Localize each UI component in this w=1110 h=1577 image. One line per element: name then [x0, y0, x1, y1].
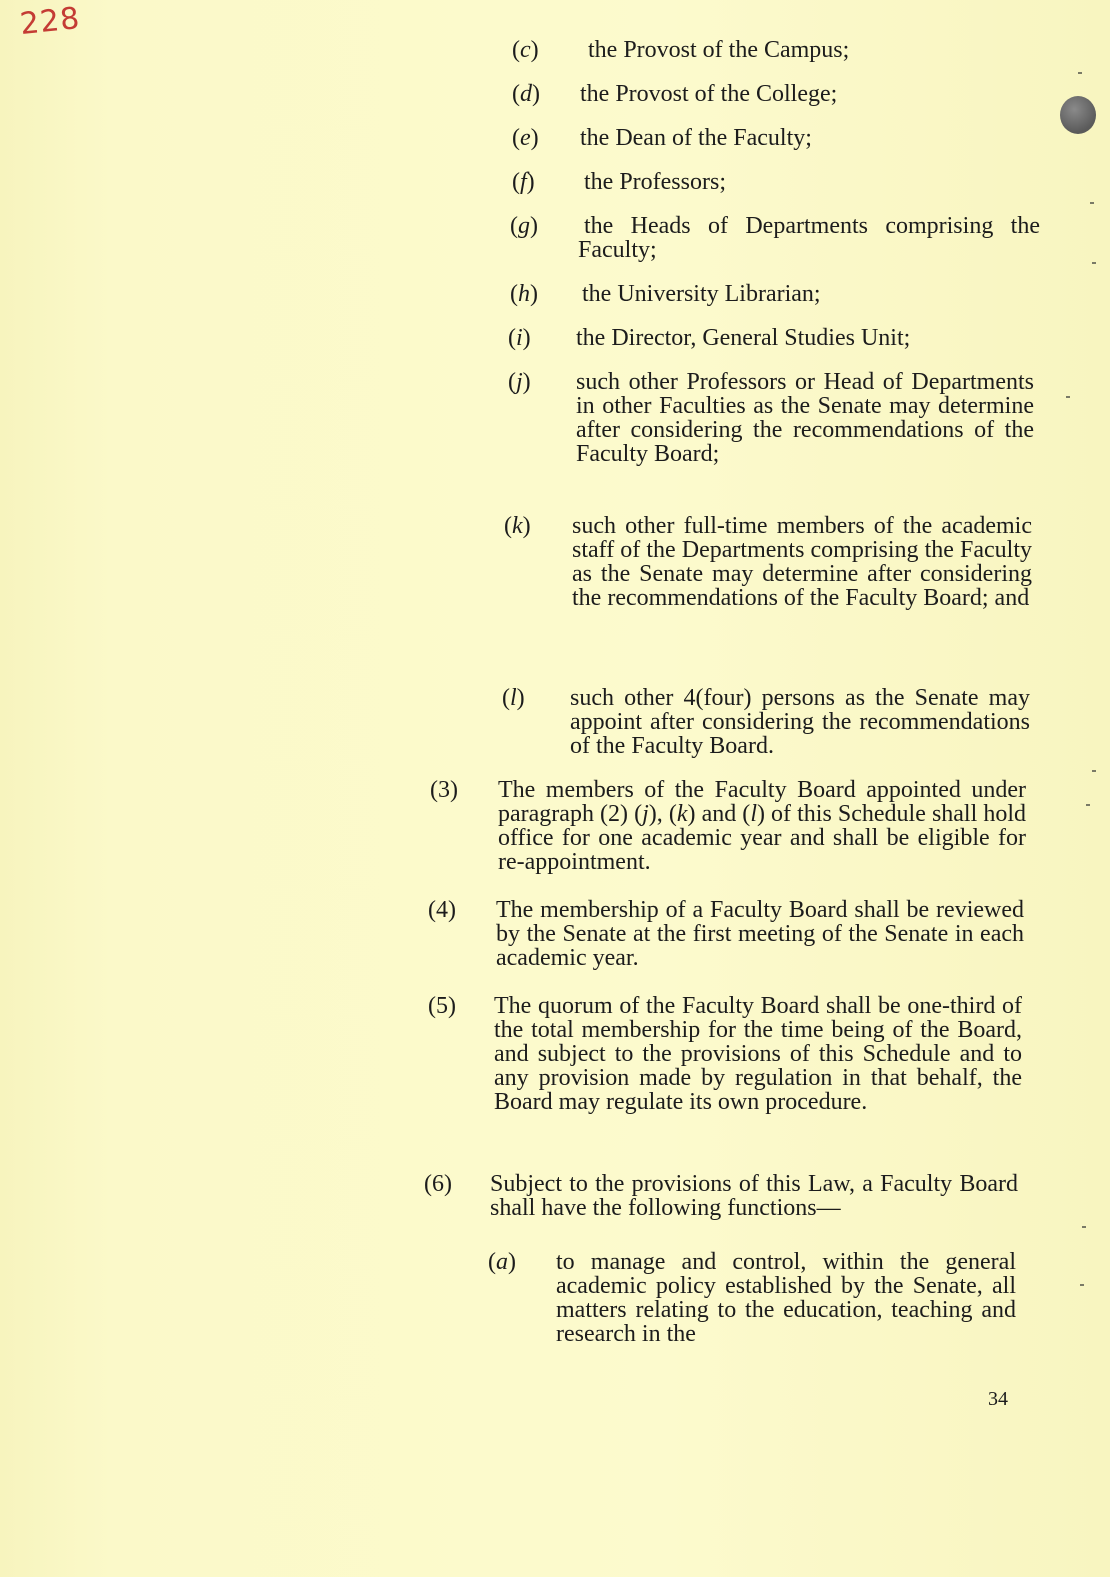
item-label-a: (a)	[488, 1249, 516, 1275]
item-text-k: such other full-time members of the academic staff of the Departments comprising the Faculty as the Senate may determine after considering the recommendations of the Faculty Board; and	[572, 513, 1032, 611]
paragraph-label-6: (6)	[424, 1171, 452, 1197]
item-label-d: (d)	[512, 81, 540, 107]
item-label-g: (g)	[510, 213, 538, 239]
item-label-f: (f)	[512, 169, 535, 195]
scan-speck	[1086, 804, 1090, 806]
paragraph-text-3: The members of the Faculty Board appointed under paragraph (2) (j), (k) and (l) of this Schedule shall hold office for one academic year and shall be eligible for re-appointment.	[498, 777, 1027, 875]
paragraph-text-4: The membership of a Faculty Board shall be reviewed by the Senate at the first meeting of the Senate in each academic year.	[496, 897, 1024, 971]
item-text-e: the Dean of the Faculty;	[580, 125, 812, 151]
item-label-c: (c)	[512, 37, 539, 63]
item-text-j: such other Professors or Head of Departments in other Faculties as the Senate may determine after considering the recommendations of the Faculty Board;	[576, 369, 1034, 467]
paragraph-label-3: (3)	[430, 777, 458, 803]
item-label-i: (i)	[508, 325, 531, 351]
item-label-h: (h)	[510, 281, 538, 307]
scan-speck	[1090, 202, 1094, 204]
paragraph-label-5: (5)	[428, 993, 456, 1019]
paragraph-label-4: (4)	[428, 897, 456, 923]
paragraph-text-6: Subject to the provisions of this Law, a Faculty Board shall have the following functions—	[490, 1171, 1018, 1221]
item-text-l: such other 4(four) persons as the Senate may appoint after considering the recommendations of the Faculty Board.	[570, 685, 1030, 759]
item-label-e: (e)	[512, 125, 539, 151]
scan-speck	[1066, 396, 1070, 398]
item-text-g: the Heads of Departments comprising the Faculty;	[578, 213, 1040, 263]
item-text-f: the Professors;	[584, 169, 726, 195]
item-label-j: (j)	[508, 369, 531, 395]
item-label-k: (k)	[504, 513, 531, 539]
scan-speck	[1080, 1284, 1084, 1286]
punch-hole	[1060, 96, 1096, 134]
item-label-l: (l)	[502, 685, 525, 711]
item-text-c: the Provost of the Campus;	[588, 37, 850, 63]
scan-speck	[1082, 1226, 1086, 1228]
handwritten-page-number: 228	[18, 0, 82, 43]
page-number: 34	[988, 1388, 1008, 1410]
scan-speck	[1092, 770, 1096, 772]
item-text-d: the Provost of the College;	[580, 81, 838, 107]
scan-speck	[1078, 72, 1082, 74]
paragraph-text-5: The quorum of the Faculty Board shall be one-third of the total membership for the time being of the Board, and subject to the provisions of this Schedule and to any provision made by regulation in that behalf, the Board may regulate its own procedure.	[494, 993, 1022, 1115]
item-text-a: to manage and control, within the general academic policy established by the Senate, all matters relating to the education, teaching and research in the	[556, 1249, 1016, 1347]
scan-speck	[1092, 262, 1096, 264]
item-text-h: the University Librarian;	[582, 281, 821, 307]
item-text-i: the Director, General Studies Unit;	[576, 325, 911, 351]
